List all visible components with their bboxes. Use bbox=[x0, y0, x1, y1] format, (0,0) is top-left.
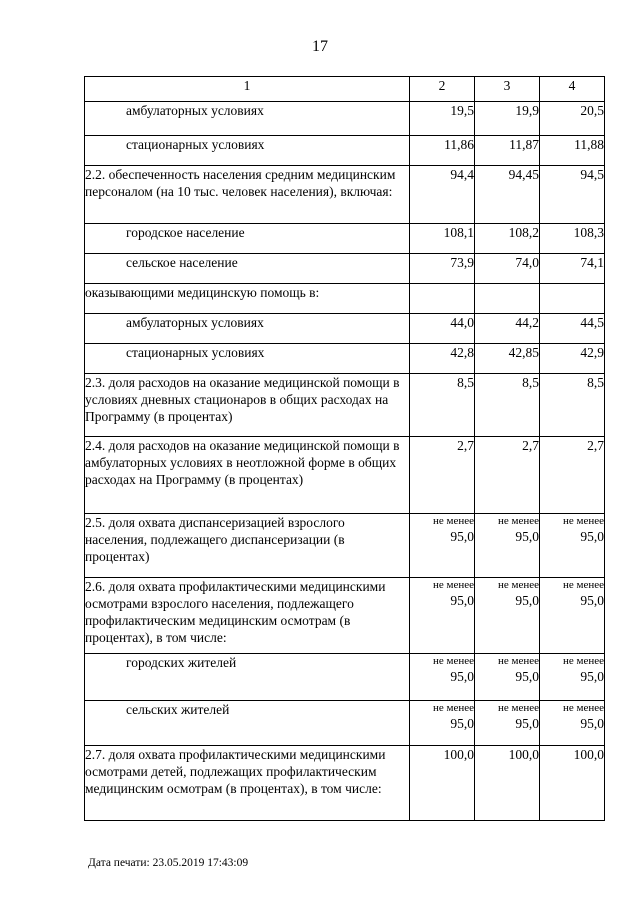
table-row bbox=[85, 314, 605, 344]
min-qualifier: не менее bbox=[497, 702, 539, 714]
value: 94,45 bbox=[508, 167, 539, 182]
value: 95,0 bbox=[450, 669, 474, 684]
value: 94,4 bbox=[450, 167, 474, 182]
min-qualifier: не менее bbox=[562, 515, 604, 527]
value: 94,5 bbox=[580, 167, 604, 182]
value: 11,88 bbox=[574, 137, 604, 152]
value: 100,0 bbox=[443, 747, 474, 762]
value: 95,0 bbox=[515, 529, 539, 544]
value-cell-col2 bbox=[410, 514, 475, 578]
table-row bbox=[85, 578, 605, 654]
value: 95,0 bbox=[580, 529, 604, 544]
value-cell-col2 bbox=[410, 224, 475, 254]
row-label: сельское население bbox=[85, 254, 410, 284]
value: 100,0 bbox=[573, 747, 604, 762]
table-row bbox=[85, 136, 605, 166]
column-header-4: 4 bbox=[540, 77, 605, 102]
row-label: оказывающими медицинскую помощь в: bbox=[85, 284, 410, 314]
value: 11,86 bbox=[444, 137, 474, 152]
value-cell-col2 bbox=[410, 654, 475, 701]
table-body bbox=[85, 77, 605, 821]
value-cell-col2 bbox=[410, 102, 475, 136]
value-cell-col4 bbox=[540, 654, 605, 701]
value: 95,0 bbox=[450, 593, 474, 608]
value: 11,87 bbox=[509, 137, 539, 152]
table-row bbox=[85, 437, 605, 514]
row-label: стационарных условиях bbox=[85, 136, 410, 166]
value-cell-col3 bbox=[475, 254, 540, 284]
value-cell-col2 bbox=[410, 437, 475, 514]
print-date: Дата печати: 23.05.2019 17:43:09 bbox=[88, 857, 249, 869]
value: 95,0 bbox=[450, 716, 474, 731]
value-cell-col2 bbox=[410, 746, 475, 821]
value-cell-col4 bbox=[540, 344, 605, 374]
value: 95,0 bbox=[450, 529, 474, 544]
min-qualifier: не менее bbox=[432, 655, 474, 667]
value: 74,1 bbox=[580, 255, 604, 270]
value-cell-col4 bbox=[540, 746, 605, 821]
value-cell-col4 bbox=[540, 102, 605, 136]
table-row bbox=[85, 254, 605, 284]
value: 74,0 bbox=[515, 255, 539, 270]
value-cell-col3 bbox=[475, 578, 540, 654]
row-label: амбулаторных условиях bbox=[85, 102, 410, 136]
value-cell-col2 bbox=[410, 254, 475, 284]
row-label: 2.2. обеспеченность населения средним медицинским персоналом (на 10 тыс. человек населения), включая: bbox=[85, 166, 410, 224]
value-cell-col2 bbox=[410, 284, 475, 314]
value: 95,0 bbox=[580, 593, 604, 608]
value: 95,0 bbox=[515, 593, 539, 608]
value: 108,1 bbox=[443, 225, 474, 240]
value-cell-col4 bbox=[540, 224, 605, 254]
value-cell-col3 bbox=[475, 166, 540, 224]
min-qualifier: не менее bbox=[497, 655, 539, 667]
value: 20,5 bbox=[580, 103, 604, 118]
value: 108,2 bbox=[508, 225, 539, 240]
header-row bbox=[85, 77, 605, 102]
min-qualifier: не менее bbox=[497, 515, 539, 527]
value: 2,7 bbox=[587, 438, 604, 453]
value: 19,9 bbox=[515, 103, 539, 118]
value-cell-col4 bbox=[540, 284, 605, 314]
value-cell-col3 bbox=[475, 136, 540, 166]
value-cell-col4 bbox=[540, 701, 605, 746]
table-row bbox=[85, 102, 605, 136]
value-cell-col4 bbox=[540, 136, 605, 166]
value-cell-col3 bbox=[475, 224, 540, 254]
value-cell-col3 bbox=[475, 344, 540, 374]
value: 8,5 bbox=[522, 375, 539, 390]
column-header-2: 2 bbox=[410, 77, 475, 102]
value-cell-col3 bbox=[475, 746, 540, 821]
row-label: амбулаторных условиях bbox=[85, 314, 410, 344]
value-cell-col3 bbox=[475, 654, 540, 701]
row-label: 2.3. доля расходов на оказание медицинской помощи в условиях дневных стационаров в общих расходах на Программу (в процентах) bbox=[85, 374, 410, 437]
row-label: сельских жителей bbox=[85, 701, 410, 746]
row-label: 2.5. доля охвата диспансеризацией взрослого населения, подлежащего диспансеризации (в процентах) bbox=[85, 514, 410, 578]
table-row bbox=[85, 166, 605, 224]
value-cell-col3 bbox=[475, 701, 540, 746]
column-header-1: 1 bbox=[85, 77, 410, 102]
value: 2,7 bbox=[457, 438, 474, 453]
value: 8,5 bbox=[587, 375, 604, 390]
value-cell-col2 bbox=[410, 374, 475, 437]
value: 44,0 bbox=[450, 315, 474, 330]
min-qualifier: не менее bbox=[432, 515, 474, 527]
value-cell-col2 bbox=[410, 578, 475, 654]
value-cell-col2 bbox=[410, 136, 475, 166]
value-cell-col3 bbox=[475, 437, 540, 514]
value: 95,0 bbox=[515, 716, 539, 731]
value-cell-col2 bbox=[410, 344, 475, 374]
value-cell-col4 bbox=[540, 314, 605, 344]
table-row bbox=[85, 224, 605, 254]
indicator-table bbox=[84, 76, 605, 821]
min-qualifier: не менее bbox=[432, 579, 474, 591]
value-cell-col2 bbox=[410, 166, 475, 224]
min-qualifier: не менее bbox=[562, 579, 604, 591]
value: 95,0 bbox=[580, 716, 604, 731]
min-qualifier: не менее bbox=[562, 702, 604, 714]
value: 42,85 bbox=[508, 345, 539, 360]
value-cell-col4 bbox=[540, 254, 605, 284]
value-cell-col4 bbox=[540, 437, 605, 514]
column-header-3: 3 bbox=[475, 77, 540, 102]
value-cell-col4 bbox=[540, 374, 605, 437]
value-cell-col3 bbox=[475, 102, 540, 136]
value: 44,5 bbox=[580, 315, 604, 330]
value-cell-col2 bbox=[410, 314, 475, 344]
value: 108,3 bbox=[573, 225, 604, 240]
row-label: городских жителей bbox=[85, 654, 410, 701]
value: 100,0 bbox=[508, 747, 539, 762]
value: 8,5 bbox=[457, 375, 474, 390]
value-cell-col3 bbox=[475, 314, 540, 344]
min-qualifier: не менее bbox=[562, 655, 604, 667]
value-cell-col2 bbox=[410, 701, 475, 746]
row-label: 2.7. доля охвата профилактическими медицинскими осмотрами детей, подлежащих профилактическим медицинским осмотрам (в процентах), в том числе: bbox=[85, 746, 410, 821]
value-cell-col3 bbox=[475, 284, 540, 314]
table-row bbox=[85, 514, 605, 578]
value-cell-col4 bbox=[540, 514, 605, 578]
table-row bbox=[85, 654, 605, 701]
value: 19,5 bbox=[450, 103, 474, 118]
value-cell-col4 bbox=[540, 166, 605, 224]
value: 95,0 bbox=[580, 669, 604, 684]
value: 95,0 bbox=[515, 669, 539, 684]
table-row bbox=[85, 344, 605, 374]
value: 73,9 bbox=[450, 255, 474, 270]
row-label: 2.4. доля расходов на оказание медицинской помощи в амбулаторных условиях в неотложной форме в общих расходах на Программу (в процентах) bbox=[85, 437, 410, 514]
row-label: 2.6. доля охвата профилактическими медицинскими осмотрами взрослого населения, подлежащего профилактическим медицинским осмотрам (в процентах), в том числе: bbox=[85, 578, 410, 654]
table-row bbox=[85, 701, 605, 746]
min-qualifier: не менее bbox=[497, 579, 539, 591]
value: 42,9 bbox=[580, 345, 604, 360]
table-row bbox=[85, 746, 605, 821]
table-row bbox=[85, 284, 605, 314]
row-label: городское население bbox=[85, 224, 410, 254]
value-cell-col4 bbox=[540, 578, 605, 654]
min-qualifier: не менее bbox=[432, 702, 474, 714]
value-cell-col3 bbox=[475, 514, 540, 578]
page-number: 17 bbox=[312, 38, 328, 55]
value-cell-col3 bbox=[475, 374, 540, 437]
table-row bbox=[85, 374, 605, 437]
row-label: стационарных условиях bbox=[85, 344, 410, 374]
value: 2,7 bbox=[522, 438, 539, 453]
value: 44,2 bbox=[515, 315, 539, 330]
value: 42,8 bbox=[450, 345, 474, 360]
